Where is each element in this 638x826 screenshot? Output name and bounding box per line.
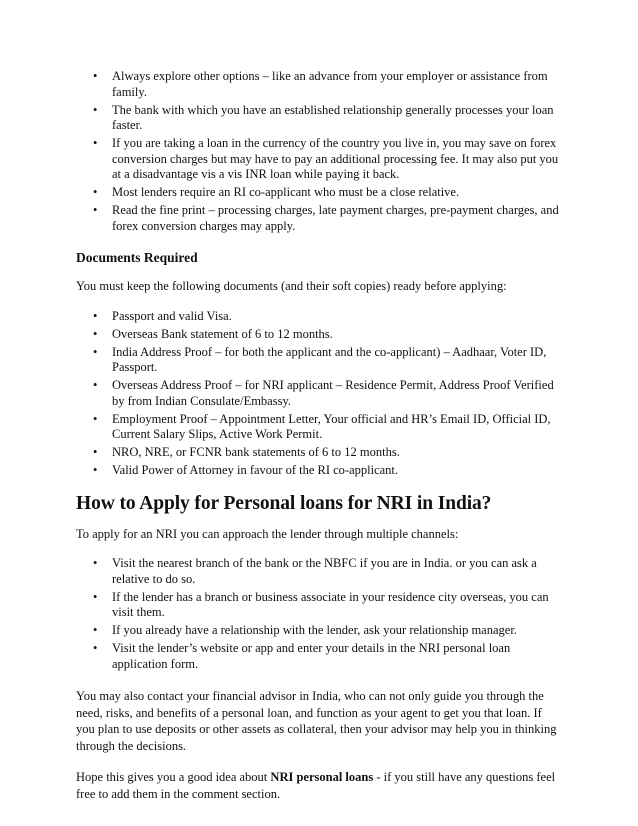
list-item: • Always explore other options – like an advance from your employer or assistance from family. [112,69,562,100]
list-item: • Employment Proof – Appointment Letter, Your official and HR’s Email ID, Official ID, Current Salary Slips, Active Work Permit. [112,412,562,443]
apply-intro: To apply for an NRI you can approach the lender through multiple channels: [76,526,459,541]
closing-paragraph [76,769,562,802]
documents-list [76,309,562,479]
list-item: • Visit the nearest branch of the bank or the NBFC if you are in India. or you can ask a relative to do so. [112,556,562,587]
advisor-paragraph: You may also contact your financial advisor in India, who can not only guide you through the need, risks, and benefits of a personal loan, and function as your agent to get you that loan. If you plan to use deposits or other assets as collateral, then your advisor may help you in thinking through the decisions. [76,689,557,753]
list-item: • NRO, NRE, or FCNR bank statements of 6 to 12 months. [112,445,562,461]
closing-text-start: Hope this gives you a good idea about [76,770,271,784]
documents-intro: You must keep the following documents (and their soft copies) ready before applying: [76,279,507,293]
apply-heading: How to Apply for Personal loans for NRI in India? [76,492,492,514]
channels-list [76,556,562,672]
list-item: • Visit the lender’s website or app and enter your details in the NRI personal loan application form. [112,641,562,672]
list-item: • Valid Power of Attorney in favour of the RI co-applicant. [112,463,562,479]
list-item: • The bank with which you have an established relationship generally processes your loan faster. [112,103,562,134]
tips-list [76,69,562,234]
list-item: • Overseas Bank statement of 6 to 12 months. [112,327,562,343]
list-item: • Read the fine print – processing charges, late payment charges, pre-payment charges, and forex conversion charges may apply. [112,203,562,234]
closing-keyword: NRI personal loans [270,770,374,784]
list-item: • Overseas Address Proof – for NRI applicant – Residence Permit, Address Proof Verified by from Indian Consulate/Embassy. [112,378,562,409]
documents-heading: Documents Required [76,250,198,265]
list-item: • Passport and valid Visa. [112,309,562,325]
list-item: • If you are taking a loan in the currency of the country you live in, you may save on forex conversion charges but may have to pay an additional processing fee. It may also put you at a disadvantage vis a vis INR loan while paying it back. [112,136,562,183]
list-item: • If you already have a relationship with the lender, ask your relationship manager. [112,623,562,639]
closing-text-end: - if you still have any questions feel free to add them in the comment section. [76,770,556,801]
list-item: • If the lender has a branch or business associate in your residence city overseas, you can visit them. [112,590,562,621]
list-item: • India Address Proof – for both the applicant and the co-applicant) – Aadhaar, Voter ID, Passport. [112,345,562,376]
list-item: • Most lenders require an RI co-applicant who must be a close relative. [112,185,562,201]
